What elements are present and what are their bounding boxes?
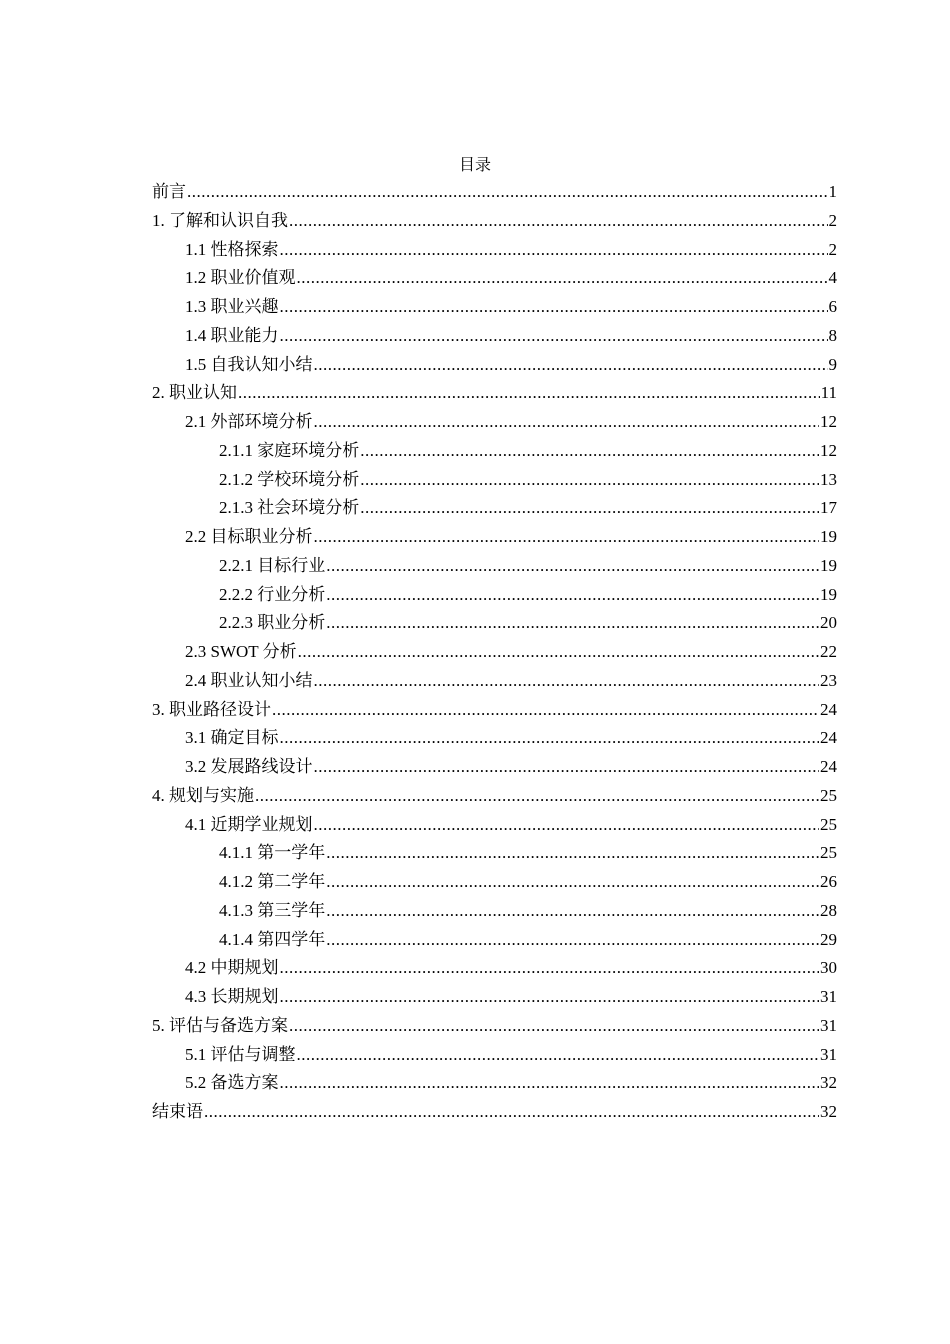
toc-entry-page-number: 32 bbox=[820, 1073, 837, 1093]
toc-entry-page-number: 24 bbox=[820, 699, 837, 719]
toc-entry-label: 5.2 备选方案 bbox=[185, 1073, 279, 1093]
toc-dot-leader bbox=[297, 1041, 820, 1070]
toc-entry-label: 3.1 确定目标 bbox=[185, 728, 279, 748]
toc-entry-page-number: 31 bbox=[820, 1044, 837, 1064]
toc-dot-leader bbox=[280, 1069, 820, 1098]
toc-entry-label: 结束语 bbox=[152, 1102, 203, 1121]
toc-entry-page-number: 25 bbox=[820, 814, 837, 834]
toc-dot-leader bbox=[280, 293, 828, 322]
toc-dot-leader bbox=[314, 811, 820, 840]
toc-entry-label: 1.5 自我认知小结 bbox=[185, 354, 313, 374]
toc-entry-page-number: 8 bbox=[828, 325, 837, 345]
toc-dot-leader bbox=[289, 1012, 819, 1041]
toc-dot-leader bbox=[298, 638, 819, 667]
toc-entry-label: 2.1.2 学校环境分析 bbox=[219, 469, 360, 489]
toc-entry[interactable] bbox=[152, 293, 837, 322]
toc-dot-leader bbox=[314, 408, 820, 437]
toc-entry-label: 3.2 发展路线设计 bbox=[185, 757, 313, 776]
toc-entry-page-number: 19 bbox=[820, 555, 837, 575]
toc-dot-leader bbox=[272, 696, 819, 725]
toc-dot-leader bbox=[314, 351, 828, 380]
toc-dot-leader bbox=[326, 552, 819, 581]
toc-entry[interactable] bbox=[152, 638, 837, 667]
toc-entry-label: 1.1 性格探索 bbox=[185, 239, 279, 259]
toc-entry-label: 2.2.2 行业分析 bbox=[219, 584, 326, 604]
toc-entry-page-number: 1 bbox=[828, 182, 837, 201]
toc-dot-leader bbox=[326, 897, 819, 926]
toc-entry-label: 2.1.1 家庭环境分析 bbox=[219, 440, 360, 460]
toc-entry-page-number: 20 bbox=[820, 613, 837, 633]
toc-entry-label: 1. 了解和认识自我 bbox=[152, 210, 288, 230]
toc-entry-label: 4.2 中期规划 bbox=[185, 958, 279, 978]
toc-entry-label: 3. 职业路径设计 bbox=[152, 699, 271, 719]
toc-entry-page-number: 23 bbox=[820, 670, 837, 690]
toc-entry-label: 1.3 职业兴趣 bbox=[185, 297, 279, 316]
toc-entry-page-number: 17 bbox=[820, 498, 837, 518]
toc-entry[interactable] bbox=[152, 724, 837, 753]
toc-entry[interactable] bbox=[152, 437, 837, 466]
toc-dot-leader bbox=[360, 466, 819, 495]
toc-entry[interactable] bbox=[152, 983, 837, 1012]
toc-dot-leader bbox=[289, 207, 828, 236]
toc-entry[interactable] bbox=[152, 322, 837, 351]
toc-entry-label: 4.1.4 第四学年 bbox=[219, 929, 326, 949]
toc-entry[interactable] bbox=[152, 351, 837, 380]
toc-entry-label: 4.1 近期学业规划 bbox=[185, 814, 313, 834]
toc-entry-page-number: 6 bbox=[828, 297, 837, 316]
toc-entry[interactable] bbox=[152, 466, 837, 495]
toc-dot-leader bbox=[280, 322, 828, 351]
toc-entry-label: 4.1.2 第二学年 bbox=[219, 872, 326, 891]
toc-entry[interactable] bbox=[152, 696, 837, 725]
toc-entry-page-number: 12 bbox=[820, 440, 837, 460]
toc-entry-page-number: 12 bbox=[820, 412, 837, 431]
toc-entry-page-number: 31 bbox=[820, 1015, 837, 1035]
toc-entry[interactable] bbox=[152, 753, 837, 782]
toc-entry-label: 2.4 职业认知小结 bbox=[185, 670, 313, 690]
toc-entry-label: 2.1.3 社会环境分析 bbox=[219, 498, 360, 518]
toc-entry[interactable] bbox=[152, 581, 837, 610]
toc-dot-leader bbox=[280, 236, 828, 265]
toc-entry[interactable] bbox=[152, 523, 837, 552]
toc-entry[interactable] bbox=[152, 408, 837, 437]
toc-entry-page-number: 31 bbox=[820, 987, 837, 1006]
toc-entry-page-number: 2 bbox=[828, 239, 837, 259]
toc-dot-leader bbox=[326, 868, 819, 897]
toc-entry-page-number: 26 bbox=[820, 872, 837, 891]
toc-entry[interactable] bbox=[152, 811, 837, 840]
toc-dot-leader bbox=[326, 839, 819, 868]
toc-entry-label: 2. 职业认知 bbox=[152, 383, 237, 403]
toc-entry-page-number: 25 bbox=[820, 785, 837, 805]
toc-entry-label: 4.1.1 第一学年 bbox=[219, 843, 326, 863]
toc-dot-leader bbox=[314, 523, 820, 552]
table-of-contents bbox=[152, 178, 837, 1127]
toc-dot-leader bbox=[187, 178, 828, 207]
toc-dot-leader bbox=[280, 983, 820, 1012]
toc-entry-label: 2.2.3 职业分析 bbox=[219, 613, 326, 633]
toc-entry[interactable] bbox=[152, 207, 837, 236]
toc-entry[interactable] bbox=[152, 609, 837, 638]
toc-entry[interactable] bbox=[152, 1012, 837, 1041]
toc-entry-page-number: 19 bbox=[820, 527, 837, 546]
toc-dot-leader bbox=[326, 926, 819, 955]
toc-entry-label: 2.3 SWOT 分析 bbox=[185, 642, 297, 661]
toc-entry-label: 4. 规划与实施 bbox=[152, 785, 254, 805]
toc-entry[interactable] bbox=[152, 868, 837, 897]
toc-entry-label: 前言 bbox=[152, 182, 186, 201]
toc-entry[interactable] bbox=[152, 552, 837, 581]
toc-entry[interactable] bbox=[152, 667, 837, 696]
toc-entry[interactable] bbox=[152, 1069, 837, 1098]
toc-entry[interactable] bbox=[152, 1098, 837, 1127]
toc-dot-leader bbox=[280, 724, 820, 753]
toc-entry-page-number: 2 bbox=[828, 210, 837, 230]
toc-entry-page-number: 29 bbox=[820, 929, 837, 949]
toc-entry-page-number: 9 bbox=[828, 354, 837, 374]
toc-entry-label: 2.1 外部环境分析 bbox=[185, 412, 313, 431]
toc-entry[interactable] bbox=[152, 264, 837, 293]
toc-entry[interactable] bbox=[152, 379, 837, 408]
toc-dot-leader bbox=[326, 609, 819, 638]
toc-entry[interactable] bbox=[152, 926, 837, 955]
toc-entry-page-number: 13 bbox=[820, 469, 837, 489]
toc-entry-label: 1.2 职业价值观 bbox=[185, 268, 296, 288]
toc-entry-page-number: 30 bbox=[820, 958, 837, 978]
toc-entry-label: 1.4 职业能力 bbox=[185, 325, 279, 345]
toc-entry[interactable] bbox=[152, 236, 837, 265]
toc-dot-leader bbox=[314, 753, 820, 782]
toc-entry-label: 5.1 评估与调整 bbox=[185, 1044, 296, 1064]
toc-dot-leader bbox=[360, 437, 819, 466]
toc-entry-page-number: 11 bbox=[820, 383, 837, 403]
toc-entry-page-number: 24 bbox=[820, 757, 837, 776]
toc-entry[interactable] bbox=[152, 1041, 837, 1070]
toc-dot-leader bbox=[297, 264, 828, 293]
toc-dot-leader bbox=[238, 379, 820, 408]
toc-entry-label: 4.3 长期规划 bbox=[185, 987, 279, 1006]
toc-entry-label: 4.1.3 第三学年 bbox=[219, 900, 326, 920]
toc-entry-page-number: 19 bbox=[820, 584, 837, 604]
toc-dot-leader bbox=[280, 954, 820, 983]
toc-entry-label: 2.2 目标职业分析 bbox=[185, 527, 313, 546]
toc-entry[interactable] bbox=[152, 839, 837, 868]
toc-entry-page-number: 4 bbox=[828, 268, 837, 288]
toc-dot-leader bbox=[255, 782, 819, 811]
toc-title: 目录 bbox=[458, 157, 491, 174]
toc-entry[interactable] bbox=[152, 954, 837, 983]
toc-entry-page-number: 22 bbox=[820, 642, 837, 661]
toc-entry[interactable] bbox=[152, 178, 837, 207]
toc-entry-page-number: 25 bbox=[820, 843, 837, 863]
toc-entry-page-number: 32 bbox=[820, 1102, 837, 1121]
toc-dot-leader bbox=[204, 1098, 819, 1127]
toc-dot-leader bbox=[314, 667, 820, 696]
toc-entry-page-number: 28 bbox=[820, 900, 837, 920]
toc-entry[interactable] bbox=[152, 897, 837, 926]
toc-entry-label: 5. 评估与备选方案 bbox=[152, 1015, 288, 1035]
toc-entry[interactable] bbox=[152, 494, 837, 523]
toc-entry-label: 2.2.1 目标行业 bbox=[219, 555, 326, 575]
toc-dot-leader bbox=[360, 494, 819, 523]
toc-dot-leader bbox=[326, 581, 819, 610]
toc-entry-page-number: 24 bbox=[820, 728, 837, 748]
toc-entry[interactable] bbox=[152, 782, 837, 811]
